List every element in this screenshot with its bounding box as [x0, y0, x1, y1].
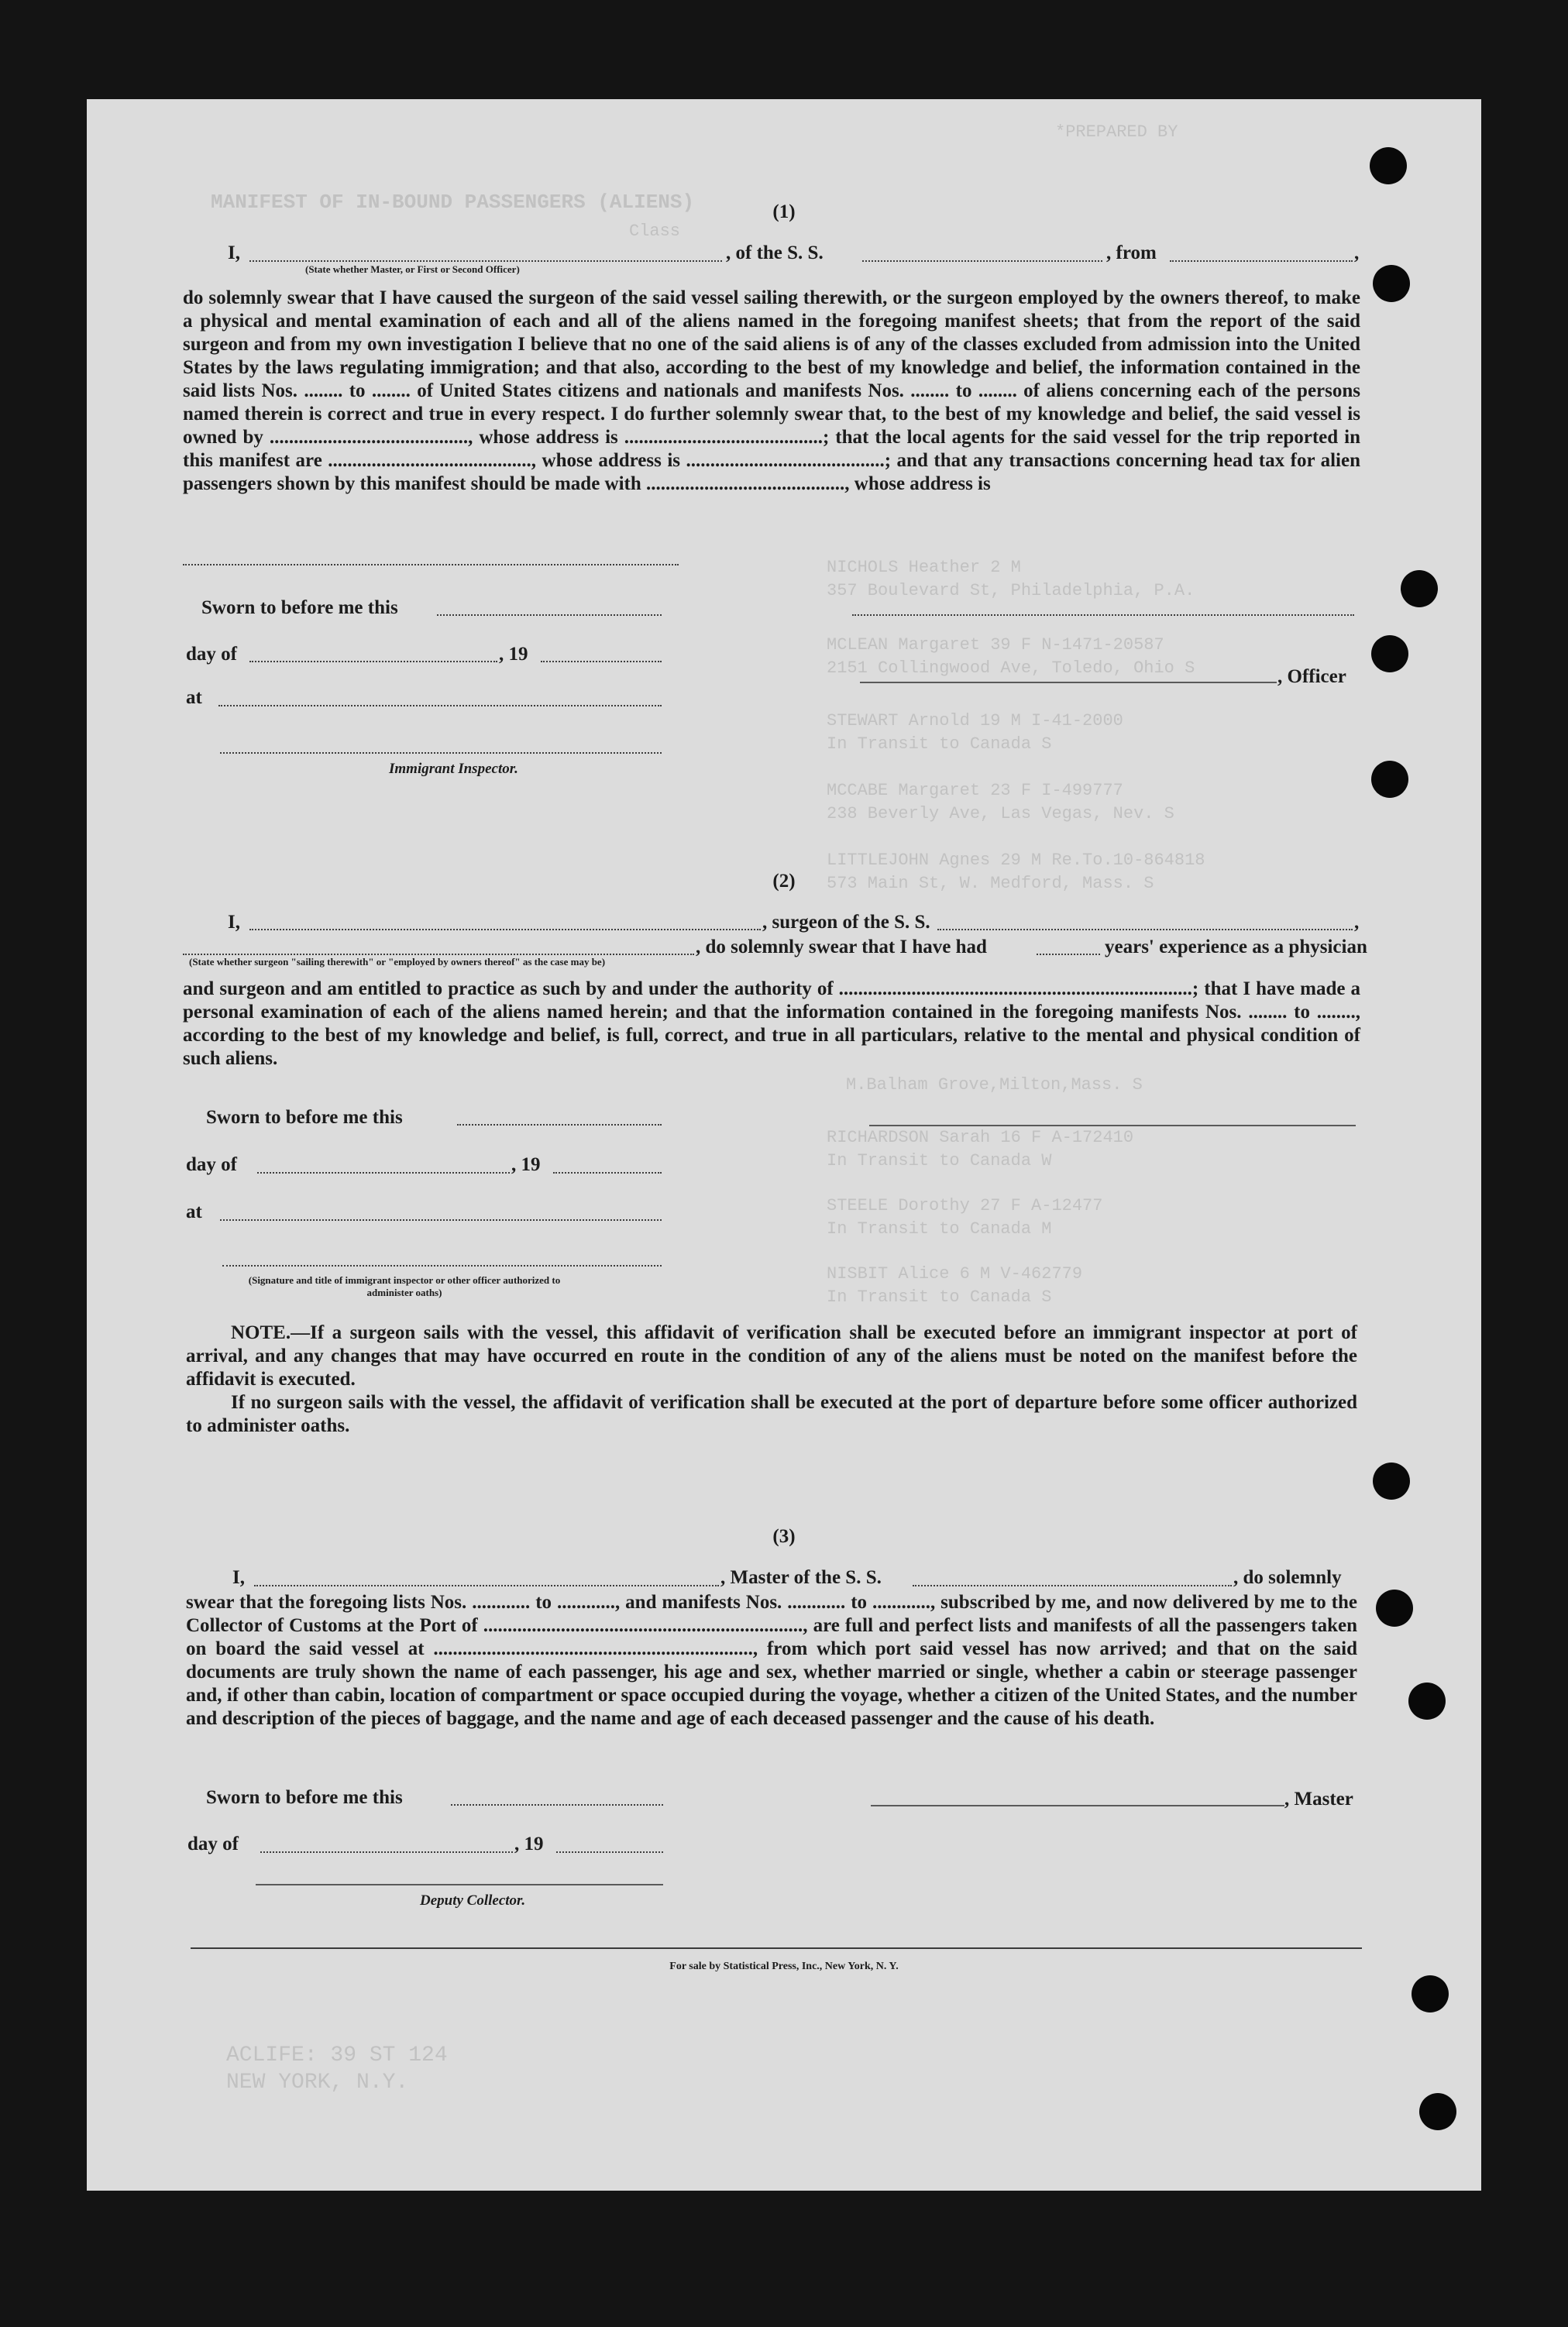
master-of-label: , Master of the S. S.	[720, 1567, 882, 1588]
master-name-field[interactable]	[254, 1585, 719, 1586]
punch-hole-icon	[1371, 761, 1408, 798]
surgeon-vessel-field[interactable]	[937, 929, 1353, 930]
bleed-row: 573 Main St, W. Medford, Mass. S	[827, 874, 1154, 893]
oath-i-label: I,	[228, 242, 240, 263]
solemnly-swear-label: , do solemnly swear that I have had	[696, 937, 987, 957]
bleed-header-prepared: *PREPARED BY	[1055, 122, 1178, 142]
oath-i-label: I,	[232, 1567, 245, 1588]
master-label: , Master	[1284, 1789, 1353, 1810]
at-label: at	[186, 687, 202, 708]
bleed-row: MCCABE Margaret 23 F I-499777	[827, 781, 1123, 800]
oath-paragraph-1: do solemnly swear that I have caused the surgeon of the said vessel sailing therewith, or the surgeon employed by the owners thereof, to make a physical and mental examination of each and all of the aliens named in the foregoing manifest sheets; that from the report of the said surgeon and from my own investigation I believe that no one of the said aliens is of any of the classes excluded from admission into the United States by the laws regulating immigration; and that also, according to the best of my knowledge and belief, the information contained in the said lists Nos. ........ to ........ of United States citizens and nationals and manifests Nos. ........ to ........ of aliens concerning each of the persons named therein is correct and true in every respect. I do further solemnly swear that, to the best of my knowledge and belief, the said vessel is owned by ........................................., whose address is .........................................; that the local agents for the said vessel for the trip reported in this manifest are .........................................., whose address is .........................................; and that any transactions concerning head tax for alien passengers shown by this manifest should be made with ........................................., whose address is	[183, 287, 1360, 494]
at-label: at	[186, 1201, 202, 1222]
signature-caption: (Signature and title of immigrant inspector or other officer authorized to administer oaths)	[248, 1274, 561, 1298]
bleed-row: LITTLEJOHN Agnes 29 M Re.To.10-864818	[827, 851, 1205, 870]
sworn-label: Sworn to before me this	[206, 1107, 403, 1128]
bleed-row: STEELE Dorothy 27 F A-12477	[827, 1196, 1103, 1215]
surgeon-status-field[interactable]	[183, 954, 694, 955]
punch-hole-icon	[1419, 2093, 1456, 2130]
sworn-date-field[interactable]	[437, 614, 662, 616]
year-label: , 19	[511, 1154, 541, 1175]
from-label: , from	[1106, 242, 1157, 263]
bleed-row: M.Balham Grove,Milton,Mass. S	[846, 1075, 1143, 1095]
deputy-collector-label: Deputy Collector.	[420, 1892, 526, 1909]
master-vessel-field[interactable]	[913, 1585, 1232, 1586]
sworn-label: Sworn to before me this	[206, 1787, 403, 1808]
years-experience-label: years' experience as a physician	[1105, 937, 1367, 957]
collector-signature-line[interactable]	[256, 1884, 663, 1885]
year-field[interactable]	[553, 1172, 662, 1174]
master-signature-line[interactable]	[871, 1805, 1284, 1806]
day-of-label: day of	[186, 1154, 237, 1175]
bleed-row: In Transit to Canada S	[827, 1287, 1052, 1307]
bleed-row: 2151 Collingwood Ave, Toledo, Ohio S	[827, 658, 1195, 678]
oath-paragraph-2: and surgeon and am entitled to practice as such by and under the authority of .........................................................................; that I have made a personal examination of each of the aliens named herein; and that the information contained in the foregoing manifests Nos. ........ to ........, according to the best of my knowledge and belief, is full, correct, and true in all particulars, relative to the mental and physical condition of such aliens.	[183, 978, 1360, 1069]
officer-name-field[interactable]	[249, 260, 722, 262]
day-of-label: day of	[187, 1834, 239, 1854]
day-of-field[interactable]	[249, 661, 497, 662]
surgeon-signature-line[interactable]	[869, 1125, 1356, 1126]
day-of-label: day of	[186, 644, 237, 665]
punch-hole-icon	[1370, 147, 1407, 184]
punch-hole-icon	[1401, 570, 1438, 607]
oath-officer-signature-line[interactable]	[222, 1265, 662, 1267]
section-number: (1)	[772, 201, 796, 222]
bleed-row: NISBIT Alice 6 M V-462779	[827, 1264, 1083, 1284]
year-label: , 19	[499, 644, 528, 665]
printer-imprint: For sale by Statistical Press, Inc., New York, N. Y.	[669, 1961, 899, 1972]
inspector-signature-line[interactable]	[220, 752, 662, 754]
bleed-header-title: MANIFEST OF IN-BOUND PASSENGERS (ALIENS)	[211, 191, 695, 214]
officer-signature-line[interactable]	[860, 682, 1277, 683]
bleed-row: STEWART Arnold 19 M I-41-2000	[827, 711, 1123, 730]
punch-hole-icon	[1408, 1683, 1446, 1720]
line-end-comma: ,	[1354, 912, 1360, 933]
bleed-row: NICHOLS Heather 2 M	[827, 558, 1021, 577]
bleed-header-class: Class	[629, 222, 681, 241]
line-end-comma: ,	[1354, 242, 1360, 263]
head-tax-address-field[interactable]	[183, 564, 679, 565]
officer-extra-field[interactable]	[852, 614, 1354, 616]
year-field[interactable]	[556, 1851, 663, 1853]
surgeon-of-label: , surgeon of the S. S.	[762, 912, 930, 933]
officer-caption: (State whether Master, or First or Second Officer)	[305, 263, 520, 275]
punch-hole-icon	[1371, 635, 1408, 672]
footer-rule	[191, 1947, 1362, 1949]
punch-hole-icon	[1373, 265, 1410, 302]
section-number: (2)	[772, 871, 796, 892]
punch-hole-icon	[1412, 1975, 1449, 2012]
of-ss-label: , of the S. S.	[726, 242, 824, 263]
manifest-verification-page	[87, 99, 1481, 2191]
bleed-row: RICHARDSON Sarah 16 F A-172410	[827, 1128, 1134, 1147]
sworn-date-field[interactable]	[451, 1804, 663, 1806]
bleed-row: In Transit to Canada W	[827, 1151, 1052, 1170]
oath-paragraph-3: swear that the foregoing lists Nos. ............ to ............, and manifests Nos. ............ to ............, subscribed by me, and now delivered by me to the Collector of Customs at the Port of .................................................................., are full and perfect lists and manifests of all the passengers taken on board the said vessel at .................................................................., from which port said vessel has now arrived; and that on the said documents are truly shown the name of each passenger, his age and sex, whether married or single, whether a cabin or steerage passenger and, if other than cabin, location of compartment or space occupied during the voyage, whether a citizen of the United States, and the number and description of the pieces of baggage, and the name and age of each deceased passenger and the cause of his death.	[186, 1592, 1357, 1729]
day-of-field[interactable]	[260, 1851, 513, 1853]
bleed-row: MCLEAN Margaret 39 F N-1471-20587	[827, 635, 1164, 655]
bleed-row: NEW YORK, N.Y.	[226, 2071, 409, 2095]
vessel-name-field[interactable]	[862, 260, 1102, 262]
at-place-field[interactable]	[218, 705, 662, 706]
day-of-field[interactable]	[257, 1172, 510, 1174]
year-label: , 19	[514, 1834, 544, 1854]
surgeon-name-field[interactable]	[249, 929, 761, 930]
immigrant-inspector-label: Immigrant Inspector.	[389, 761, 518, 777]
at-place-field[interactable]	[220, 1219, 662, 1221]
bleed-row: 238 Beverly Ave, Las Vegas, Nev. S	[827, 804, 1174, 823]
bleed-row: ACLIFE: 39 ST 124	[226, 2043, 448, 2067]
sworn-label: Sworn to before me this	[201, 597, 398, 618]
bleed-row: 357 Boulevard St, Philadelphia, P.A.	[827, 581, 1195, 600]
note-surgeon-sails: NOTE.—If a surgeon sails with the vessel, this affidavit of verification shall be executed before an immigrant inspector at port of arrival, and any changes that may have occurred en route in the condition of any of the aliens must be noted on the manifest before the affidavit is executed.	[186, 1322, 1357, 1390]
officer-label: , Officer	[1277, 666, 1346, 687]
note-no-surgeon: If no surgeon sails with the vessel, the affidavit of verification shall be executed at the port of departure before some officer authorized to administer oaths.	[186, 1392, 1357, 1436]
do-solemnly-label: , do solemnly	[1233, 1567, 1342, 1588]
surgeon-status-caption: (State whether surgeon "sailing therewith" or "employed by owners thereof" as the case may be)	[189, 956, 606, 968]
departure-port-field[interactable]	[1170, 260, 1353, 262]
punch-hole-icon	[1373, 1463, 1410, 1500]
sworn-date-field[interactable]	[457, 1124, 662, 1126]
bleed-row: In Transit to Canada S	[827, 734, 1052, 754]
years-experience-field[interactable]	[1037, 954, 1100, 955]
section-number: (3)	[772, 1526, 796, 1547]
oath-i-label: I,	[228, 912, 240, 933]
bleed-row: In Transit to Canada M	[827, 1219, 1052, 1239]
punch-hole-icon	[1376, 1590, 1413, 1627]
year-field[interactable]	[541, 661, 662, 662]
